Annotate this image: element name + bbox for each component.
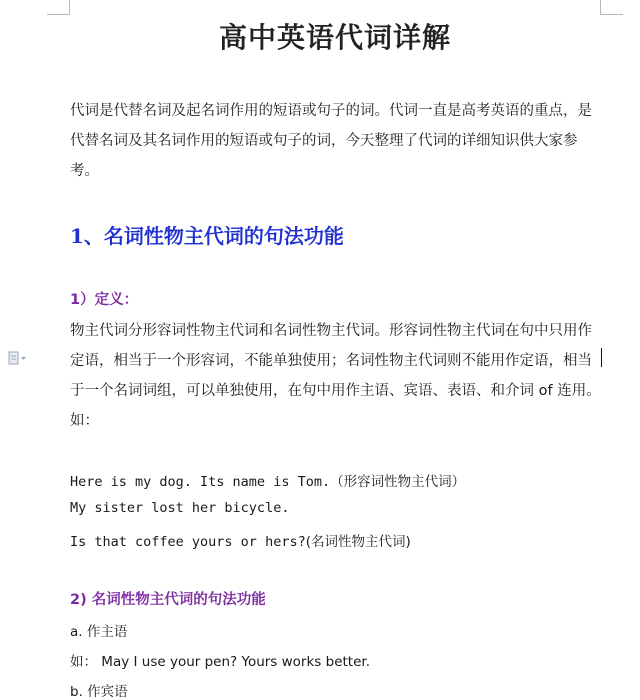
example-english: Here is my dog. Its name is Tom. bbox=[70, 474, 331, 490]
function-heading[interactable]: 2) 名词性物主代词的句法功能 bbox=[70, 592, 266, 608]
crop-mark-top-right bbox=[600, 0, 623, 15]
example-note: （形容词性物主代词） bbox=[330, 474, 466, 490]
function-item-object[interactable] bbox=[70, 680, 128, 700]
function-item-label: b. 作宾语 bbox=[70, 684, 128, 700]
definition-paragraph[interactable]: 物主代词分形容词性物主代词和名词性物主代词。形容词性物主代词在句中只用作定语，相当于一个形容词，不能单独使用；名词性物主代词则不能用作定语，相当于一个名词词组，可以单独使用，在句中用作主语、宾语、表语、和介词 of 连用。如： bbox=[70, 323, 601, 429]
function-item-example[interactable] bbox=[70, 650, 370, 670]
function-item-label: a. 作主语 bbox=[70, 624, 128, 640]
definition-heading[interactable]: 1）定义： bbox=[70, 292, 139, 308]
text-cursor bbox=[601, 348, 602, 367]
example-line-2[interactable] bbox=[70, 500, 289, 516]
function-item-subject[interactable] bbox=[70, 620, 127, 640]
example-english: Is that coffee yours or hers? bbox=[70, 534, 306, 550]
document-title[interactable]: 高中英语代词详解 bbox=[218, 21, 451, 54]
example-english: My sister lost her bicycle. bbox=[70, 500, 290, 516]
example-line-3[interactable] bbox=[70, 530, 411, 550]
section-heading[interactable]: 1、名词性物主代词的句法功能 bbox=[70, 224, 344, 248]
function-item-label: 如： May I use your pen? Yours works better. bbox=[70, 654, 370, 670]
intro-paragraph[interactable]: 代词是代替名词及起名词作用的短语或句子的词。代词一直是高考英语的重点，是代替名词及其名词作用的短语或句子的词，今天整理了代词的详细知识供大家参考。 bbox=[70, 103, 592, 179]
crop-mark-top-left bbox=[47, 0, 70, 15]
example-note: (名词性物主代词) bbox=[305, 534, 411, 550]
example-line-1[interactable] bbox=[70, 470, 465, 490]
document-note-icon[interactable] bbox=[8, 350, 28, 364]
